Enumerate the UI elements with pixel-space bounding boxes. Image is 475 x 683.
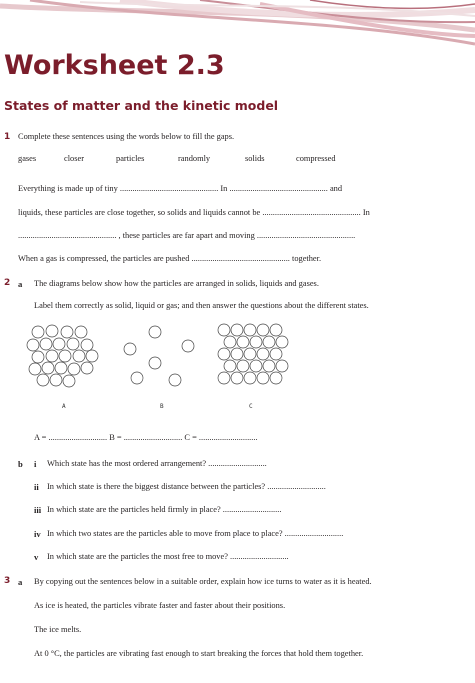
- ordering-sentence: At 0 °C, the particles are vibrating fast enough to start breaking the forces that hold them together.: [34, 649, 364, 658]
- diagram-b-gas: [124, 326, 194, 386]
- word-bank-item: gases: [18, 154, 37, 163]
- question-1-number: 1: [4, 132, 11, 142]
- question-2a-text: The diagrams below show how the particles are arranged in solids, liquids and gases.: [34, 279, 319, 288]
- ordering-sentence: As ice is heated, the particles vibrate faster and faster about their positions.: [34, 601, 286, 610]
- diagram-a-liquid: [27, 325, 98, 387]
- sub-question-numeral: iv: [34, 529, 41, 539]
- question-3a-letter: a: [18, 577, 23, 587]
- diagram-label-b: B: [160, 403, 164, 410]
- question-2b-letter: b: [18, 459, 23, 469]
- sub-question-text: In which state is there the biggest distance between the particles? ............................: [47, 482, 326, 491]
- section-subtitle: States of matter and the kinetic model: [4, 98, 279, 113]
- diagram-label-c: C: [249, 403, 253, 410]
- word-bank-item: solids: [245, 154, 265, 163]
- sub-question-numeral: iii: [34, 505, 42, 515]
- fill-gap-line: When a gas is compressed, the particles are pushed ............................................... together.: [18, 254, 322, 263]
- question-2-number: 2: [4, 278, 11, 288]
- sub-question-numeral: v: [34, 552, 39, 562]
- fill-gap-line: liquids, these particles are close together, so solids and liquids cannot be ............................................... In: [18, 208, 370, 217]
- diagram-answer-line: A = ............................ B = ............................ C = ............................: [34, 433, 258, 442]
- question-3-number: 3: [4, 576, 11, 586]
- sub-question-numeral: i: [34, 459, 37, 469]
- sub-question-text: In which state are the particles held firmly in place? ............................: [47, 505, 282, 514]
- sub-question-text: Which state has the most ordered arrangement? ............................: [47, 459, 267, 468]
- word-bank-item: closer: [64, 154, 84, 163]
- question-2a-text: Label them correctly as solid, liquid or gas; and then answer the questions about the different states.: [34, 301, 369, 310]
- diagram-label-a: A: [62, 403, 66, 410]
- diagram-c-solid: [218, 324, 288, 384]
- fill-gap-line: ............................................... , these particles are far apart and moving ...............................................: [18, 231, 356, 240]
- question-2a-letter: a: [18, 279, 23, 289]
- word-bank-item: particles: [116, 154, 145, 163]
- fill-gap-line: Everything is made up of tiny ............................................... In ............................................... and: [18, 184, 343, 193]
- particle-diagrams: [25, 320, 295, 395]
- sub-question-text: In which two states are the particles able to move from place to place? ............................: [47, 529, 344, 538]
- ordering-sentence: The ice melts.: [34, 625, 82, 634]
- word-bank-item: compressed: [296, 154, 336, 163]
- question-1-instruction: Complete these sentences using the words below to fill the gaps.: [18, 132, 235, 141]
- word-bank-item: randomly: [178, 154, 211, 163]
- sub-question-numeral: ii: [34, 482, 39, 492]
- sub-question-text: In which state are the particles the most free to move? ............................: [47, 552, 289, 561]
- header-swirl-decoration: [0, 0, 475, 50]
- question-3a-text: By copying out the sentences below in a suitable order, explain how ice turns to water as it is heated.: [34, 577, 372, 586]
- page-title: Worksheet 2.3: [4, 50, 225, 81]
